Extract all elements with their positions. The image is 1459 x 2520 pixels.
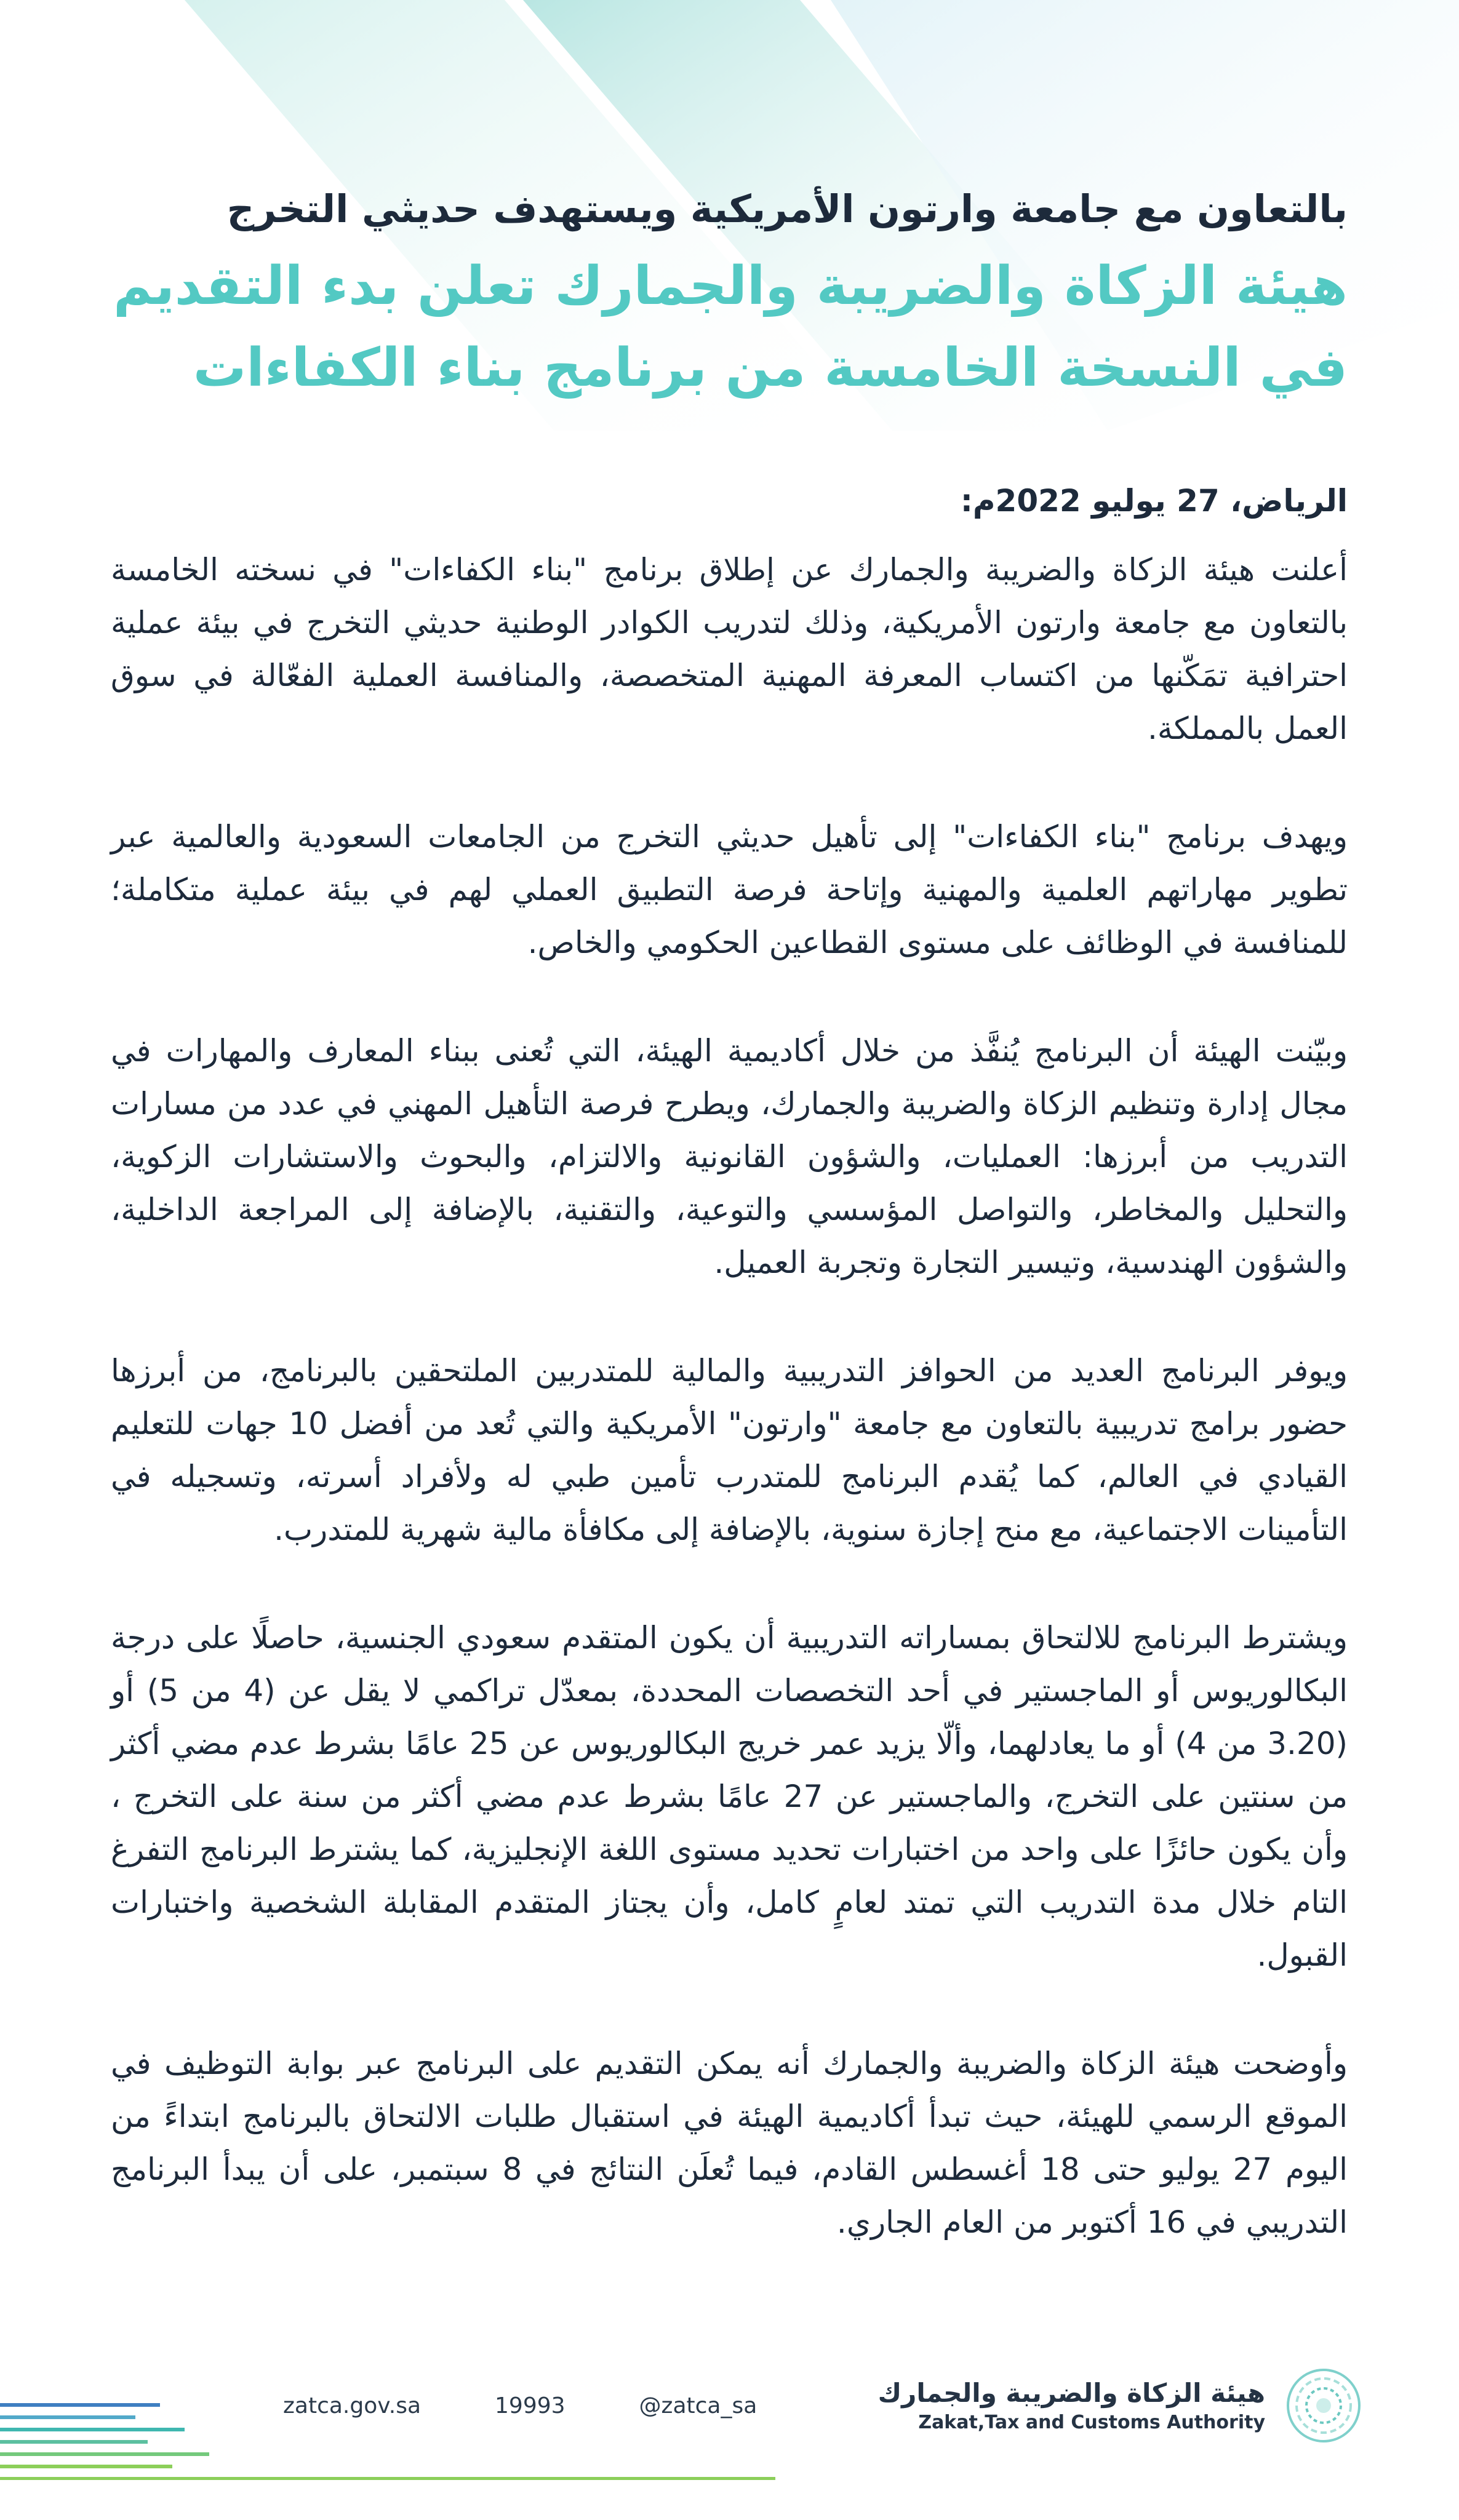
decor-bar (0, 2403, 160, 2407)
phone-number: 19993 (495, 2393, 566, 2418)
paragraph-application-dates: وأوضحت هيئة الزكاة والضريبة والجمارك أنه يمكن التقديم على البرنامج عبر بوابة التوظيف في الموقع الرسمي للهيئة، حيث تبدأ أكاديمية الهيئة في استقبال طلبات الالتحاق بالبرنامج ابتداءً من اليوم 27 يوليو حتى 18 أغسطس القادم، فيما تُعلَن النتائج في 8 سبتمبر، على أن يبدأ البرنامج التدريبي في 16 أكتوبر من العام الجاري. (111, 2046, 1348, 2241)
decor-bar (0, 2415, 135, 2419)
social-handle[interactable]: @zatca_sa (639, 2393, 757, 2418)
footer-contact (283, 2393, 757, 2430)
paragraph-requirements: ويشترط البرنامج للالتحاق بمساراته التدريبية أن يكون المتقدم سعودي الجنسية، حاصلًا على درجة البكالوريوس أو الماجستير في أحد التخصصات المحددة، بمعدّل تراكمي لا يقل عن (4 من 5) أو (3.20 من 4) أو ما يعادلهما، وألّا يزيد عمر خريج البكالوريوس عن 25 عامًا بشرط عدم مضي أكثر من سنتين على التخرج، والماجستير عن 27 عامًا بشرط عدم مضي أكثر من سنة على التخرج ، وأن يكون حائزًا على واحد من اختبارات تحديد مستوى اللغة الإنجليزية، كما يشترط البرنامج التفرغ التام خلال مدة التدريب التي تمتد لعامٍ كامل، وأن يجتاز المتقدم المقابلة الشخصية واختبارات القبول. (111, 1620, 1348, 1974)
decor-bar (0, 2465, 172, 2468)
logo-arabic-name: هيئة الزكاة والضريبة والجمارك (877, 2378, 1265, 2409)
paragraph-announcement: أعلنت هيئة الزكاة والضريبة والجمارك عن إطلاق برنامج "بناء الكفاءات" في نسخته الخامسة بالتعاون مع جامعة وارتون الأمريكية، وذلك لتدريب الكوادر الوطنية حديثي التخرج في بيئة عملية احترافية تمَكّنها من اكتساب المعرفة المهنية المتخصصة، والمنافسة العملية الفعّالة في سوق العمل بالمملكة. (111, 552, 1348, 747)
paragraph-program-goal: ويهدف برنامج "بناء الكفاءات" إلى تأهيل حديثي التخرج من الجامعات السعودية والعالمية عبر تطوير مهاراتهم العلمية والمهنية وإتاحة فرصة التطبيق العملي لهم في بيئة عملية متكاملة؛ للمنافسة في الوظائف على مستوى القطاعين الحكومي والخاص. (111, 819, 1348, 961)
website-link[interactable]: zatca.gov.sa (283, 2393, 422, 2418)
headline-title-line-1: هيئة الزكاة والضريبة والجمارك تعلن بدء التقديم (113, 255, 1348, 317)
decor-bar (0, 2428, 185, 2431)
zatca-logo (878, 2366, 1364, 2446)
decor-bar (0, 2440, 148, 2444)
headline-subtitle: بالتعاون مع جامعة وارتون الأمريكية ويستهدف حديثي التخرج (226, 186, 1348, 231)
logo-emblem-icon (1284, 2366, 1364, 2446)
decor-bar (0, 2452, 209, 2456)
headline-title-line-2: في النسخة الخامسة من برنامج بناء الكفاءات (193, 337, 1348, 399)
dateline: الرياض، 27 يوليو 2022م: (960, 483, 1348, 519)
logo-english-name: Zakat,Tax and Customs Authority (918, 2411, 1265, 2433)
paragraph-incentives: ويوفر البرنامج العديد من الحوافز التدريبية والمالية للمتدربين الملتحقين بالبرنامج، من أبرزها حضور برامج تدريبية بالتعاون مع جامعة "وارتون" الأمريكية والتي تُعد من أفضل 10 جهات للتعليم القيادي في العالم، كما يُقدم البرنامج للمتدرب تأمين طبي له ولأفراد أسرته، وتسجيله في التأمينات الاجتماعية، مع منح إجازة سنوية، بالإضافة إلى مكافأة مالية شهرية للمتدرب. (111, 1353, 1348, 1548)
decor-bar (0, 2477, 775, 2480)
paragraph-training-tracks: وبيّنت الهيئة أن البرنامج يُنفَّذ من خلال أكاديمية الهيئة، التي تُعنى ببناء المعارف والمهارات في مجال إدارة وتنظيم الزكاة والضريبة والجمارك، ويطرح فرصة التأهيل المهني في عدد من مسارات التدريب من أبرزها: العمليات، والشؤون القانونية والالتزام، والبحوث والاستشارات الزكوية، والتحليل والمخاطر، والتواصل المؤسسي والتوعية، والتقنية، بالإضافة إلى المراجعة الداخلية، والشؤون الهندسية، وتيسير التجارة وتجربة العميل. (111, 1033, 1348, 1281)
logo-wordmark (878, 2377, 1265, 2434)
press-release (111, 185, 1348, 2304)
